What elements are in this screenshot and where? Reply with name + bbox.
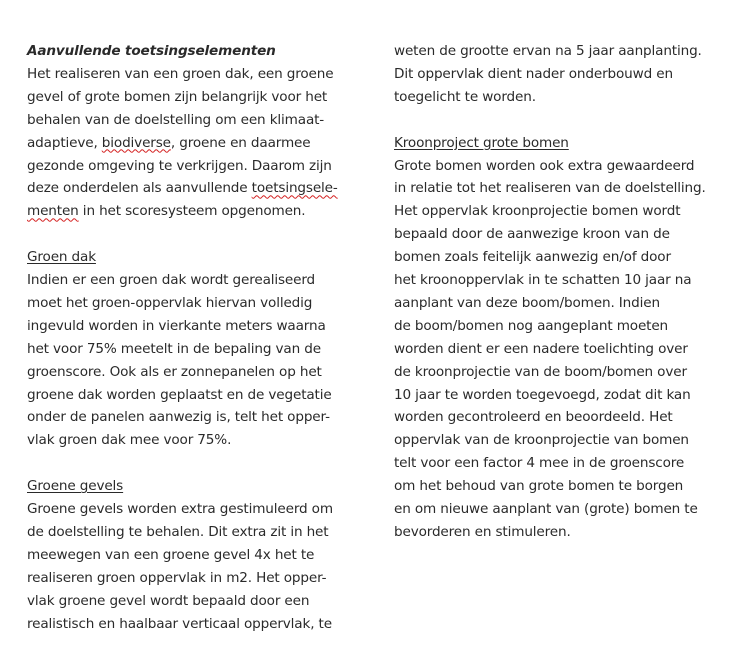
text-line: groene dak worden geplaatst en de vegetatie xyxy=(27,386,332,403)
groen-dak-paragraph xyxy=(27,269,372,452)
text-line: moet het groen-oppervlak hiervan volledig xyxy=(27,294,313,311)
groene-gevels-paragraph xyxy=(27,498,372,635)
text-line: het voor 75% meetelt in de bepaling van de xyxy=(27,340,321,357)
text-line: ingevuld worden in vierkante meters waarna xyxy=(27,317,326,334)
text-line: de kroonprojectie van de boom/bomen over xyxy=(394,363,687,380)
text-line: Dit oppervlak dient nader onderbouwd en xyxy=(394,65,673,82)
section-title: Aanvullende toetsingselementen xyxy=(27,43,276,59)
text-line: toegelicht te worden. xyxy=(394,88,536,105)
text-fragment: , groene en daarmee xyxy=(170,134,311,151)
continuation-paragraph xyxy=(394,40,739,109)
text-line: Groene gevels worden extra gestimuleerd om xyxy=(27,501,333,518)
heading-kroonproject: Kroonproject grote bomen xyxy=(394,134,569,151)
text-line: om het behoud van grote bomen te borgen xyxy=(394,478,684,495)
text-line: Het oppervlak kroonprojectie bomen wordt xyxy=(394,203,681,220)
text-line xyxy=(27,177,372,200)
text-fragment: adaptieve, xyxy=(27,134,102,151)
left-column xyxy=(27,40,372,636)
text-line: bomen zoals feitelijk aanwezig en/of door xyxy=(394,249,671,266)
text-fragment: deze onderdelen als aanvullende xyxy=(27,180,252,197)
text-line: telt voor een factor 4 mee in de groenscore xyxy=(394,455,685,472)
text-line: groenscore. Ook als er zonnepanelen op het xyxy=(27,363,322,380)
text-line: in relatie tot het realiseren van de doelstelling. xyxy=(394,180,706,197)
text-line: worden gecontroleerd en beoordeeld. Het xyxy=(394,409,673,426)
text-line: oppervlak van de kroonprojectie van bomen xyxy=(394,432,689,449)
text-line: worden dient er een nadere toelichting over xyxy=(394,340,688,357)
text-line: gezonde omgeving te verkrijgen. Daarom zijn xyxy=(27,157,332,174)
text-line: realistisch en haalbaar verticaal oppervlak, te xyxy=(27,615,332,632)
text-line xyxy=(27,200,372,223)
text-line xyxy=(27,132,372,155)
right-column xyxy=(394,40,739,544)
text-line: meewegen van een groene gevel 4x het te xyxy=(27,546,315,563)
text-line: gevel of grote bomen zijn belangrijk voor het xyxy=(27,88,328,105)
text-line: het kroonoppervlak in te schatten 10 jaar na xyxy=(394,272,692,289)
text-fragment: in het scoresysteem opgenomen. xyxy=(78,203,306,220)
text-line: de boom/bomen nog aangeplant moeten xyxy=(394,317,669,334)
text-line: en om nieuwe aanplant van (grote) bomen te xyxy=(394,501,698,518)
text-line: onder de panelen aanwezig is, telt het opper- xyxy=(27,409,330,426)
paragraph-gap xyxy=(27,223,372,246)
text-line: bepaald door de aanwezige kroon van de xyxy=(394,226,670,243)
text-line: Indien er een groen dak wordt gerealiseerd xyxy=(27,272,316,289)
text-line: vlak groen dak mee voor 75%. xyxy=(27,432,232,449)
text-line: Grote bomen worden ook extra gewaardeerd xyxy=(394,157,695,174)
text-line: 10 jaar te worden toegevoegd, zodat dit kan xyxy=(394,386,691,403)
intro-paragraph xyxy=(27,63,372,223)
text-line: behalen van de doelstelling om een klimaat- xyxy=(27,111,325,128)
text-line: bevorderen en stimuleren. xyxy=(394,524,571,541)
text-line: realiseren groen oppervlak in m2. Het opper- xyxy=(27,569,327,586)
text-line: Het realiseren van een groen dak, een groene xyxy=(27,65,334,82)
kroonproject-paragraph xyxy=(394,155,739,544)
paragraph-gap xyxy=(394,109,739,132)
spellcheck-word[interactable]: biodiverse xyxy=(101,134,171,151)
text-line: de doelstelling te behalen. Dit extra zit in het xyxy=(27,524,329,540)
paragraph-gap xyxy=(27,452,372,475)
text-line: vlak groene gevel wordt bepaald door een xyxy=(27,592,310,609)
spellcheck-word[interactable]: menten xyxy=(27,203,79,220)
text-line: aanplant van deze boom/bomen. Indien xyxy=(394,294,660,311)
spellcheck-word[interactable]: toetsingsele- xyxy=(251,180,338,197)
heading-groene-gevels: Groene gevels xyxy=(27,478,124,495)
text-line: weten de grootte ervan na 5 jaar aanplanting. xyxy=(394,43,702,59)
heading-groen-dak: Groen dak xyxy=(27,249,96,266)
